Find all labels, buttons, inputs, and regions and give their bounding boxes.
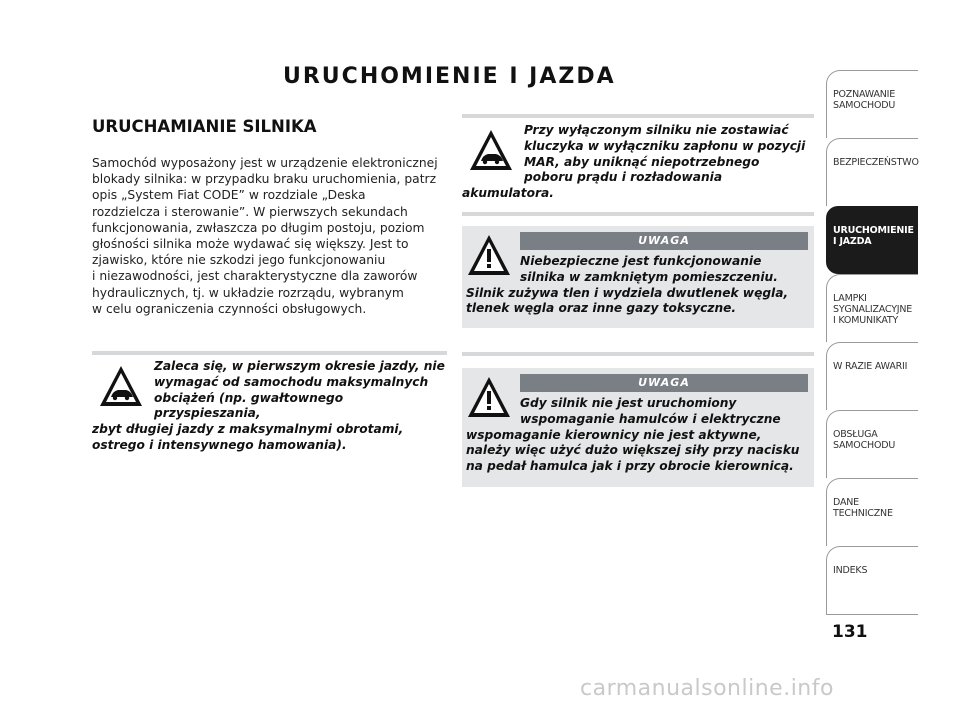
- body-paragraph: Samochód wyposażony jest w urządzenie elektronicznej blokady silnika: w przypadku braku uruchomienia, patrz opis „System Fiat CODE” w rozdziale „Deska rozdzielcza i sterowanie”. W pierwszych sekundach funkcjonowania, zwłaszcza po długim postoju, poziom głośności silnika może wydawać się większy. Jest to zjawisko, które nie szkodzi jego funkcjonowaniu i niezawodności, jest charakterystyczne dla zaworów hydraulicznych, tj. w układzie rozrządu, wybranym w celu ograniczenia czynności obsługowych.: [92, 156, 438, 316]
- note-key-ignition: [462, 123, 814, 202]
- chapter-sidebar: [826, 70, 918, 616]
- exclamation-triangle-icon: [466, 232, 512, 278]
- section-title: URUCHAMIANIE SILNIKA: [92, 117, 317, 136]
- tab-bezpieczenstwo[interactable]: BEZPIECZEŃSTWO: [826, 138, 918, 206]
- divider: [462, 114, 814, 118]
- tab-uruchomienie-i-jazda[interactable]: URUCHOMIENIE I JAZDA: [826, 206, 918, 274]
- warning-label: UWAGA: [520, 232, 808, 250]
- divider: [462, 212, 814, 216]
- sidebar-bottom-rule: [826, 614, 918, 616]
- divider: [92, 351, 447, 355]
- tab-poznawanie-samochodu[interactable]: POZNAWANIE SAMOCHODU: [826, 70, 918, 138]
- tab-lampki-sygnalizacyjne[interactable]: LAMPKI SYGNALIZACYJNE I KOMUNIKATY: [826, 274, 918, 342]
- note-text: Przy wyłączonym silniku nie zostawiać kluczyka w wyłączniku zapłonu w pozycji MAR, aby uniknąć niepotrzebnego poboru prądu i rozładowania akumulatora.: [462, 123, 806, 201]
- divider: [462, 352, 814, 356]
- note-first-period: [92, 359, 450, 454]
- warning-text: Niebezpieczne jest funkcjonowanie silnika w zamkniętym pomieszczeniu. Silnik zużywa tlen i wydziela dwutlenek węgla, tlenek węgla oraz inne gazy toksyczne.: [466, 254, 789, 316]
- exclamation-triangle-icon: [466, 374, 512, 420]
- warning-closed-room: [462, 226, 814, 328]
- car-warning-triangle-icon: [98, 363, 144, 409]
- tab-w-razie-awarii[interactable]: W RAZIE AWARII: [826, 342, 918, 410]
- warning-label: UWAGA: [520, 374, 808, 392]
- car-warning-triangle-icon: [468, 127, 514, 173]
- page-title: URUCHOMIENIE I JAZDA: [283, 64, 616, 89]
- note-text: Zaleca się, w pierwszym okresie jazdy, nie wymagać od samochodu maksymalnych obciążeń (np. gwałtownego przyspieszania, zbyt długiej jazdy z maksymalnymi obrotami, ostrego i intensywnego hamowania).: [92, 359, 445, 452]
- tab-indeks[interactable]: INDEKS: [826, 546, 918, 614]
- watermark: carmanualsonline.info: [580, 676, 834, 701]
- page-number: 131: [832, 622, 868, 642]
- tab-obsluga-samochodu[interactable]: OBSŁUGA SAMOCHODU: [826, 410, 918, 478]
- warning-engine-off: [462, 368, 814, 487]
- warning-text: Gdy silnik nie jest uruchomiony wspomaganie hamulców i elektryczne wspomaganie kierownicy nie jest aktywne, należy więc użyć dużo większej siły przy nacisku na pedał hamulca jak i przy obrocie kierownicą.: [466, 396, 800, 474]
- tab-dane-techniczne[interactable]: DANE TECHNICZNE: [826, 478, 918, 546]
